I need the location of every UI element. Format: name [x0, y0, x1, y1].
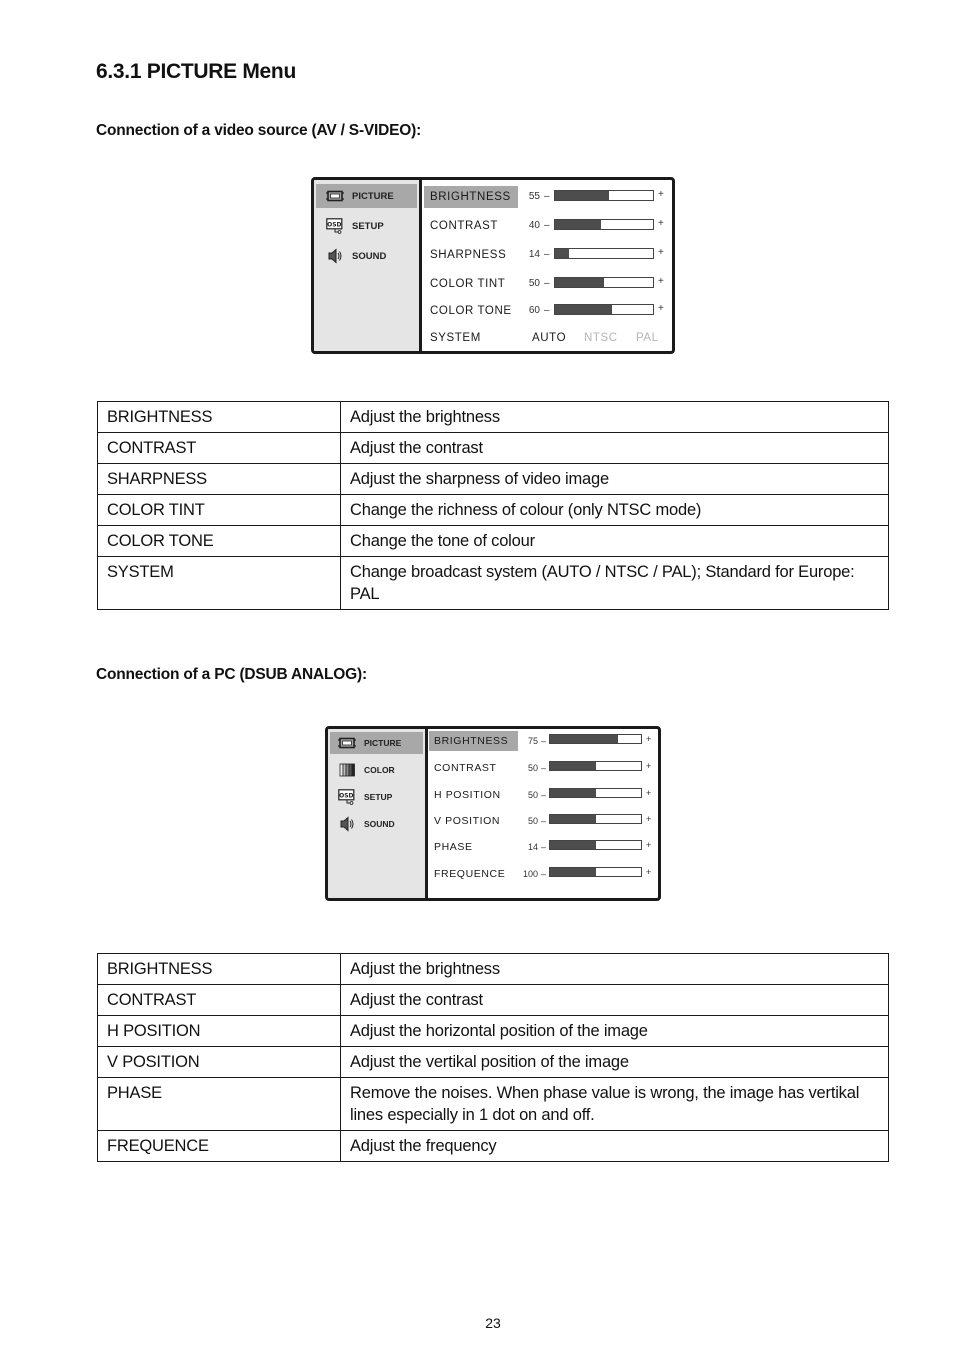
osd-nav-label: SETUP — [352, 220, 384, 232]
osd-system-option-ntsc[interactable]: NTSC — [584, 332, 618, 344]
pc-setting-name: H POSITION — [98, 1016, 341, 1047]
osd-slider[interactable] — [549, 814, 642, 824]
page-number: 23 — [485, 1315, 501, 1331]
osd-setting-brightness[interactable]: BRIGHTNESS — [429, 731, 518, 751]
osd-nav-item-picture[interactable] — [330, 732, 423, 754]
table-row — [98, 1047, 889, 1078]
table-row — [98, 985, 889, 1016]
av-setting-description: Adjust the brightness — [341, 402, 889, 433]
osd-slider[interactable] — [554, 190, 654, 201]
osd-slider-fill — [550, 789, 596, 797]
osd-increase[interactable]: + — [658, 189, 664, 200]
osd-slider[interactable] — [554, 304, 654, 315]
osd-increase[interactable]: + — [658, 276, 664, 287]
osd-setting-sharpness[interactable]: SHARPNESS — [430, 249, 507, 261]
osd-slider-fill — [555, 278, 604, 287]
pc-setting-name: V POSITION — [98, 1047, 341, 1078]
table-row — [98, 495, 889, 526]
osd-settings-panel — [422, 180, 672, 351]
osd-setup-icon — [338, 789, 356, 805]
pc-setting-description: Adjust the brightness — [341, 954, 889, 985]
table-row — [98, 433, 889, 464]
pc-setting-name: PHASE — [98, 1078, 341, 1131]
av-settings-table — [97, 401, 889, 610]
osd-value: 40 — [528, 220, 540, 231]
osd-value: 50 — [527, 790, 538, 800]
av-setting-name: COLOR TONE — [98, 526, 341, 557]
av-setting-description: Change the tone of colour — [341, 526, 889, 557]
osd-slider-fill — [555, 220, 601, 229]
osd-value: 14 — [527, 842, 538, 852]
osd-decrease[interactable]: – — [541, 869, 547, 879]
osd-slider-fill — [555, 305, 612, 314]
table-row — [98, 557, 889, 610]
speaker-icon — [338, 816, 356, 832]
table-row — [98, 954, 889, 985]
av-setting-description: Adjust the contrast — [341, 433, 889, 464]
osd-decrease[interactable]: – — [541, 842, 547, 852]
pc-setting-description: Adjust the vertikal position of the image — [341, 1047, 889, 1078]
table-row — [98, 402, 889, 433]
pc-setting-description: Adjust the frequency — [341, 1131, 889, 1162]
osd-nav-label: COLOR — [364, 765, 395, 775]
osd-nav-panel — [328, 729, 428, 898]
osd-nav-item-setup[interactable] — [330, 786, 423, 808]
osd-nav-label: SOUND — [364, 819, 395, 829]
osd-increase[interactable]: + — [646, 867, 652, 877]
av-setting-name: SHARPNESS — [98, 464, 341, 495]
osd-decrease[interactable]: – — [544, 249, 550, 260]
osd-setting-h-position[interactable]: H POSITION — [434, 789, 501, 801]
pc-setting-name: BRIGHTNESS — [98, 954, 341, 985]
osd-setting-contrast[interactable]: CONTRAST — [430, 220, 499, 232]
osd-slider[interactable] — [554, 248, 654, 259]
osd-decrease[interactable]: – — [541, 763, 547, 773]
osd-value: 60 — [528, 305, 540, 316]
osd-value: 100 — [522, 869, 538, 879]
osd-setting-color-tint[interactable]: COLOR TINT — [430, 278, 506, 290]
pc-setting-description: Adjust the horizontal position of the image — [341, 1016, 889, 1047]
osd-slider[interactable] — [549, 761, 642, 771]
osd-setting-contrast[interactable]: CONTRAST — [434, 762, 497, 774]
color-bars-icon — [338, 763, 356, 777]
pc-setting-name: FREQUENCE — [98, 1131, 341, 1162]
osd-system-option-auto[interactable]: AUTO — [532, 332, 567, 344]
table-row — [98, 1078, 889, 1131]
osd-slider[interactable] — [549, 788, 642, 798]
osd-slider[interactable] — [554, 219, 654, 230]
av-setting-name: COLOR TINT — [98, 495, 341, 526]
osd-increase[interactable]: + — [658, 218, 664, 229]
osd-decrease[interactable]: – — [544, 305, 550, 316]
table-row — [98, 526, 889, 557]
av-setting-description: Change broadcast system (AUTO / NTSC / PAL); Standard for Europe: PAL — [341, 557, 889, 610]
svg-text:OSD: OSD — [327, 221, 342, 229]
osd-value: 50 — [527, 763, 538, 773]
osd-value: 50 — [528, 278, 540, 289]
osd-slider[interactable] — [549, 867, 642, 877]
osd-slider[interactable] — [549, 734, 642, 744]
table-row — [98, 1131, 889, 1162]
osd-slider-fill — [555, 191, 609, 200]
osd-increase[interactable]: + — [658, 303, 664, 314]
osd-slider-fill — [550, 868, 596, 876]
pc-setting-name: CONTRAST — [98, 985, 341, 1016]
osd-menu-av — [311, 177, 675, 354]
osd-slider-fill — [550, 815, 596, 823]
osd-decrease[interactable]: – — [541, 790, 547, 800]
osd-nav-item-picture[interactable] — [316, 184, 417, 208]
osd-decrease[interactable]: – — [544, 220, 550, 231]
osd-settings-panel — [428, 729, 658, 898]
osd-nav-label: PICTURE — [364, 738, 402, 748]
av-connection-heading: Connection of a video source (AV / S-VIDEO): — [96, 122, 422, 139]
table-row — [98, 1016, 889, 1047]
osd-value: 50 — [527, 816, 538, 826]
osd-nav-label: SETUP — [364, 792, 393, 802]
osd-value: 55 — [528, 191, 540, 202]
av-setting-name: CONTRAST — [98, 433, 341, 464]
osd-increase[interactable]: + — [646, 814, 652, 824]
osd-decrease[interactable]: – — [541, 736, 547, 746]
osd-slider-fill — [550, 841, 596, 849]
picture-icon — [326, 190, 344, 202]
osd-increase[interactable]: + — [658, 247, 664, 258]
pc-connection-heading: Connection of a PC (DSUB ANALOG): — [96, 666, 367, 683]
pc-settings-table — [97, 953, 889, 1162]
osd-nav-item-color[interactable] — [330, 759, 423, 781]
picture-icon — [338, 737, 356, 749]
pc-setting-description: Adjust the contrast — [341, 985, 889, 1016]
av-setting-description: Change the richness of colour (only NTSC mode) — [341, 495, 889, 526]
osd-setting-phase[interactable]: PHASE — [434, 841, 473, 853]
osd-slider-fill — [550, 735, 618, 743]
osd-nav-item-setup[interactable] — [316, 214, 417, 238]
osd-setting-brightness[interactable]: BRIGHTNESS — [424, 186, 518, 208]
osd-nav-label: SOUND — [352, 250, 387, 262]
osd-setting-color-tone[interactable]: COLOR TONE — [430, 305, 512, 317]
osd-slider[interactable] — [554, 277, 654, 288]
av-setting-name: BRIGHTNESS — [98, 402, 341, 433]
osd-setup-icon — [326, 218, 344, 234]
osd-setting-v-position[interactable]: V POSITION — [434, 815, 501, 827]
osd-setting-frequence[interactable]: FREQUENCE — [434, 868, 506, 880]
table-row — [98, 464, 889, 495]
section-title: 6.3.1 PICTURE Menu — [96, 60, 296, 83]
osd-decrease[interactable]: – — [544, 278, 550, 289]
av-setting-name: SYSTEM — [98, 557, 341, 610]
osd-slider[interactable] — [549, 840, 642, 850]
osd-value: 14 — [528, 249, 540, 260]
osd-decrease[interactable]: – — [541, 816, 547, 826]
osd-menu-pc — [325, 726, 661, 901]
osd-nav-label: PICTURE — [352, 190, 394, 202]
osd-system-option-pal[interactable]: PAL — [636, 332, 659, 344]
osd-nav-item-sound[interactable] — [330, 813, 423, 835]
osd-increase[interactable]: + — [646, 840, 652, 850]
osd-value: 75 — [527, 736, 538, 746]
av-setting-description: Adjust the sharpness of video image — [341, 464, 889, 495]
svg-text:OSD: OSD — [339, 792, 354, 800]
speaker-icon — [326, 248, 344, 264]
osd-decrease[interactable]: – — [544, 191, 550, 202]
pc-setting-description: Remove the noises. When phase value is wrong, the image has vertikal lines especially in 1 dot on and off. — [341, 1078, 889, 1131]
osd-increase[interactable]: + — [646, 761, 652, 771]
osd-nav-panel — [314, 180, 422, 351]
osd-setting-system[interactable]: SYSTEM — [430, 332, 481, 344]
osd-slider-fill — [550, 762, 596, 770]
osd-slider-fill — [555, 249, 569, 258]
osd-increase[interactable]: + — [646, 734, 652, 744]
osd-nav-item-sound[interactable] — [316, 244, 417, 268]
osd-increase[interactable]: + — [646, 788, 652, 798]
